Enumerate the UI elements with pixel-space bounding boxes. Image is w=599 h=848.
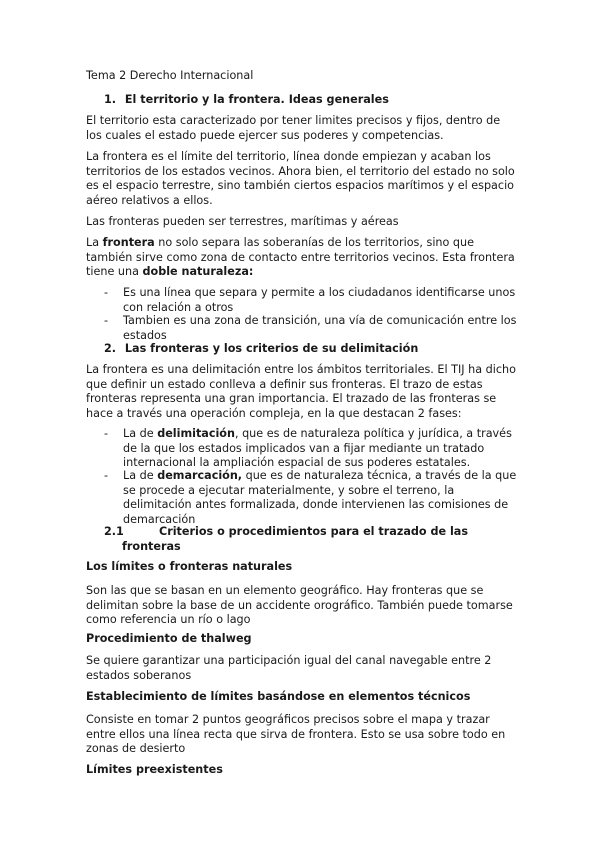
list-item-text (123, 469, 519, 527)
section-heading-preexistentes: Límites preexistentes (86, 763, 223, 776)
section-heading-thalweg: Procedimiento de thalweg (86, 632, 252, 645)
paragraph-thalweg-text: Se quiere garantizar una participación igual del canal navegable entre 2 estados soberanos (86, 654, 492, 682)
heading-2-1 (104, 525, 524, 554)
list-item-text: Es una línea que separa y permite a los ciudadanos identificarse unos con relación a otros (123, 286, 516, 314)
text-run: no solo separa las soberanías de los territorios, sino que también sirve como zona de contacto entre territorios vecinos. Esta frontera tiene una (86, 236, 515, 279)
bullet-dash: - (104, 314, 109, 327)
paragraph-frontera-limite-text: La frontera es el límite del territorio, línea donde empiezan y acaban los territorios de los estados vecinos. Ahora bien, el territorio del estado no solo es el espacio terrestre, sino también ciertos espacios marítimos y el espacio aéreo relativos a ellos. (86, 150, 515, 207)
paragraph-doble-naturaleza-text (86, 236, 516, 280)
bullet-dash: - (104, 427, 109, 440)
paragraph-frontera-limite (86, 150, 516, 208)
list-item-text: Tambien es una zona de transición, una vía de comunicación entre los estados (123, 314, 517, 342)
heading-2-text: Las fronteras y los criterios de su delimitación (124, 342, 419, 355)
heading-2-number: 2. (104, 342, 117, 355)
text-run: La de (123, 427, 158, 440)
paragraph-doble-naturaleza (86, 236, 516, 280)
bold-term-frontera: frontera (102, 236, 155, 249)
paragraph-limites-naturales-text: Son las que se basan en un elemento geográfico. Hay fronteras que se delimitan sobre la base de un accidente orográfico. También puede tomarse como referencia un río o lago (86, 584, 513, 627)
paragraph-tipos-fronteras-text: Las fronteras pueden ser terrestres, marítimas y aéreas (86, 215, 399, 228)
text-run: La de (123, 469, 158, 482)
list-item-bullet-4 (104, 469, 519, 527)
list-item-text (123, 427, 519, 471)
heading-2 (104, 342, 418, 357)
section-heading-limites-naturales: Los límites o fronteras naturales (86, 560, 293, 573)
text-run: , que es de naturaleza política y jurídica, a través de la que los estados implicados van a fijar mediante un tratado internacional la ampliación espacial de sus poderes estatales. (123, 427, 512, 470)
paragraph-tipos-fronteras (86, 215, 516, 230)
paragraph-territorio (86, 114, 516, 143)
bold-term-doble-naturaleza: doble naturaleza: (142, 265, 254, 279)
paragraph-territorio-text: El territorio esta caracterizado por tener limites precisos y fijos, dentro de los cuales el estado puede ejercer sus poderes y competencias. (86, 114, 501, 142)
heading-1-text: El territorio y la frontera. Ideas generales (124, 93, 389, 106)
heading-2-1-number: 2.1 (104, 525, 124, 538)
text-run: La (86, 236, 103, 249)
paragraph-delimitacion (86, 363, 516, 421)
paragraph-elementos-tecnicos-text: Consiste en tomar 2 puntos geográficos precisos sobre el mapa y trazar entre ellos una línea recta que sirva de frontera. Esto se usa sobre todo en zonas de desierto (86, 713, 506, 756)
bullet-dash: - (104, 286, 109, 299)
list-item-bullet-2 (104, 314, 519, 343)
heading-2-1-text: Criterios o procedimientos para el trazado de las fronteras (122, 525, 469, 553)
bullet-dash: - (104, 469, 109, 482)
section-heading-elementos-tecnicos: Establecimiento de límites basándose en elementos técnicos (86, 690, 471, 703)
text-run: que es de naturaleza técnica, a través de la que se procede a ejecutar materialmente, y sobre el terreno, la delimitación antes formalizada, donde intervienen las comisiones de demarcación (123, 469, 517, 526)
heading-1 (104, 93, 389, 108)
bold-term-delimitacion: delimitación (157, 427, 235, 440)
list-item-bullet-3 (104, 427, 519, 471)
document-title: Tema 2 Derecho Internacional (86, 69, 254, 82)
list-item-bullet-1 (104, 286, 519, 315)
paragraph-elementos-tecnicos (86, 713, 516, 757)
heading-1-number: 1. (104, 93, 117, 106)
paragraph-limites-naturales (86, 584, 516, 628)
paragraph-thalweg (86, 654, 516, 683)
bold-term-demarcacion: demarcación, (157, 469, 243, 482)
paragraph-delimitacion-text: La frontera es una delimitación entre los ámbitos territoriales. El TIJ ha dicho que definir un estado conlleva a definir sus fronteras. El trazo de estas fronteras representa una gran importancia. El trazado de las fronteras se hace a través una operación compleja, en la que destacan 2 fases: (86, 363, 516, 420)
